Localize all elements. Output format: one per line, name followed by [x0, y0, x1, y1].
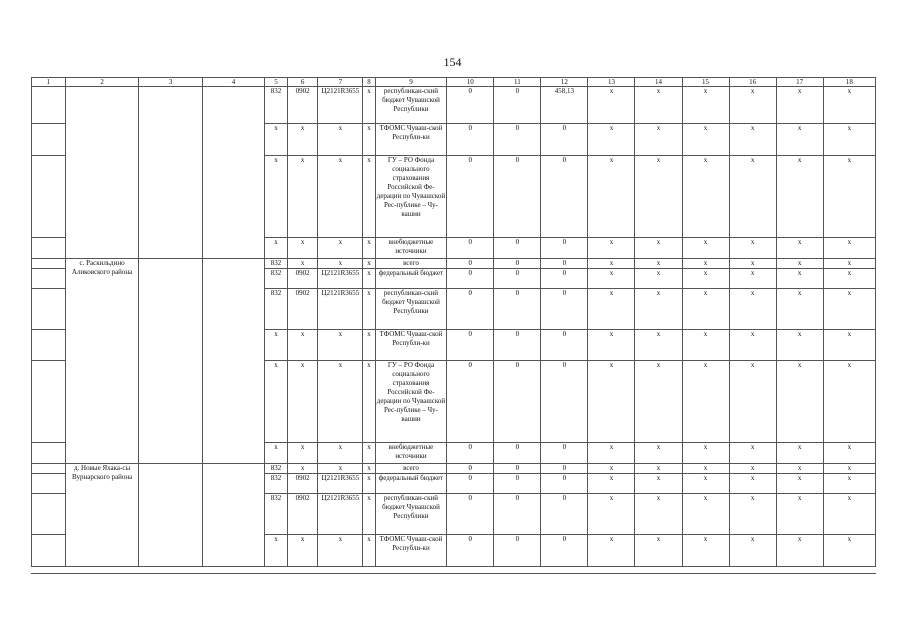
section-code-cell: х: [287, 443, 318, 464]
value-cell: 0: [494, 124, 541, 156]
table-body: [32, 87, 876, 567]
funding-source-cell: республикан-ский бюджет Чувашской Республики: [375, 289, 447, 330]
expense-type-cell: х: [363, 87, 375, 124]
value-cell: х: [776, 474, 823, 494]
value-cell: х: [776, 464, 823, 474]
target-article-cell: х: [318, 464, 363, 474]
expense-type-cell: х: [363, 269, 375, 289]
value-cell: х: [682, 289, 729, 330]
target-article-cell: Ц2121R3655: [318, 269, 363, 289]
column-header: 9: [375, 78, 447, 87]
value-cell: 0: [541, 156, 588, 238]
value-cell: 0: [447, 535, 494, 567]
expense-type-cell: х: [363, 156, 375, 238]
value-cell: х: [682, 443, 729, 464]
value-cell: 0: [447, 259, 494, 269]
col1-cell: [32, 494, 66, 535]
section-code-cell: х: [287, 361, 318, 443]
value-cell: 0: [494, 289, 541, 330]
target-article-cell: х: [318, 259, 363, 269]
value-cell: х: [729, 474, 776, 494]
col1-cell: [32, 156, 66, 238]
value-cell: х: [776, 269, 823, 289]
gr-code-cell: 832: [265, 474, 288, 494]
value-cell: 0: [447, 464, 494, 474]
value-cell: х: [823, 494, 875, 535]
column-header: 8: [363, 78, 375, 87]
col1-cell: [32, 289, 66, 330]
value-cell: 0: [494, 494, 541, 535]
gr-code-cell: 832: [265, 259, 288, 269]
section-code-cell: х: [287, 238, 318, 259]
value-cell: 0: [447, 361, 494, 443]
value-cell: х: [776, 238, 823, 259]
value-cell: х: [776, 443, 823, 464]
value-cell: х: [588, 259, 635, 269]
value-cell: 0: [447, 474, 494, 494]
value-cell: 0: [447, 87, 494, 124]
value-cell: х: [635, 289, 682, 330]
col3-cell: [139, 464, 202, 567]
value-cell: х: [635, 87, 682, 124]
gr-code-cell: 832: [265, 269, 288, 289]
section-code-cell: х: [287, 330, 318, 361]
expense-type-cell: х: [363, 238, 375, 259]
section-code-cell: 0902: [287, 474, 318, 494]
value-cell: 0: [541, 474, 588, 494]
col1-cell: [32, 87, 66, 124]
value-cell: х: [823, 474, 875, 494]
funding-source-cell: республикан-ский бюджет Чувашской Республики: [375, 494, 447, 535]
value-cell: х: [588, 443, 635, 464]
recipient-cell: [65, 87, 139, 259]
value-cell: 0: [447, 443, 494, 464]
value-cell: х: [776, 361, 823, 443]
column-header: 3: [139, 78, 202, 87]
value-cell: х: [729, 289, 776, 330]
col1-cell: [32, 443, 66, 464]
value-cell: х: [682, 535, 729, 567]
value-cell: х: [682, 238, 729, 259]
target-article-cell: Ц2121R3655: [318, 87, 363, 124]
gr-code-cell: х: [265, 124, 288, 156]
column-header: 15: [682, 78, 729, 87]
value-cell: х: [635, 535, 682, 567]
funding-source-cell: всего: [375, 259, 447, 269]
table-bottom-rule: [31, 573, 876, 574]
value-cell: х: [682, 269, 729, 289]
value-cell: х: [776, 156, 823, 238]
value-cell: 0: [494, 259, 541, 269]
value-cell: х: [823, 87, 875, 124]
value-cell: х: [682, 87, 729, 124]
section-code-cell: х: [287, 156, 318, 238]
expense-type-cell: х: [363, 330, 375, 361]
recipient-cell: д. Новые Яхака-сы Вурнарского района: [65, 464, 139, 567]
target-article-cell: Ц2121R3655: [318, 289, 363, 330]
value-cell: х: [682, 464, 729, 474]
value-cell: х: [635, 474, 682, 494]
expense-type-cell: х: [363, 535, 375, 567]
value-cell: х: [729, 443, 776, 464]
value-cell: х: [682, 494, 729, 535]
section-code-cell: 0902: [287, 269, 318, 289]
section-code-cell: х: [287, 535, 318, 567]
value-cell: х: [776, 289, 823, 330]
value-cell: 0: [494, 443, 541, 464]
value-cell: х: [729, 269, 776, 289]
value-cell: х: [823, 289, 875, 330]
section-code-cell: х: [287, 259, 318, 269]
value-cell: х: [588, 124, 635, 156]
value-cell: 458,13: [541, 87, 588, 124]
funding-source-cell: внебюджетные источники: [375, 443, 447, 464]
value-cell: х: [588, 361, 635, 443]
column-header: 13: [588, 78, 635, 87]
value-cell: х: [588, 87, 635, 124]
value-cell: 0: [447, 494, 494, 535]
target-article-cell: х: [318, 238, 363, 259]
value-cell: х: [588, 238, 635, 259]
column-header: 18: [823, 78, 875, 87]
funding-source-cell: ГУ – РО Фонда социального страхования Российской Фе-дерации по Чувашской Рес-публике – Чу-вашии: [375, 156, 447, 238]
page-number: 154: [443, 55, 462, 69]
value-cell: 0: [541, 361, 588, 443]
col1-cell: [32, 464, 66, 474]
column-header: 11: [494, 78, 541, 87]
col1-cell: [32, 124, 66, 156]
value-cell: х: [776, 87, 823, 124]
funding-source-cell: ТФОМС Чуваш-ской Республи-ки: [375, 330, 447, 361]
expense-type-cell: х: [363, 494, 375, 535]
value-cell: х: [729, 87, 776, 124]
target-article-cell: х: [318, 124, 363, 156]
value-cell: х: [823, 124, 875, 156]
funding-source-cell: ТФОМС Чуваш-ской Республи-ки: [375, 535, 447, 567]
value-cell: 0: [541, 494, 588, 535]
value-cell: 0: [494, 156, 541, 238]
value-cell: х: [635, 464, 682, 474]
value-cell: х: [588, 269, 635, 289]
target-article-cell: х: [318, 535, 363, 567]
value-cell: х: [776, 535, 823, 567]
value-cell: х: [588, 474, 635, 494]
target-article-cell: х: [318, 330, 363, 361]
value-cell: х: [635, 269, 682, 289]
value-cell: 0: [447, 269, 494, 289]
value-cell: х: [729, 330, 776, 361]
value-cell: х: [776, 259, 823, 269]
column-header: 12: [541, 78, 588, 87]
value-cell: 0: [494, 269, 541, 289]
value-cell: х: [823, 238, 875, 259]
col3-cell: [139, 259, 202, 464]
expense-type-cell: х: [363, 259, 375, 269]
value-cell: х: [682, 259, 729, 269]
value-cell: х: [682, 474, 729, 494]
value-cell: 0: [447, 238, 494, 259]
gr-code-cell: х: [265, 443, 288, 464]
gr-code-cell: 832: [265, 464, 288, 474]
value-cell: х: [729, 464, 776, 474]
expense-type-cell: х: [363, 289, 375, 330]
value-cell: 0: [541, 124, 588, 156]
column-header: 7: [318, 78, 363, 87]
value-cell: х: [635, 124, 682, 156]
value-cell: х: [635, 361, 682, 443]
col1-cell: [32, 474, 66, 494]
expense-type-cell: х: [363, 443, 375, 464]
value-cell: х: [635, 259, 682, 269]
value-cell: 0: [494, 361, 541, 443]
value-cell: х: [635, 238, 682, 259]
recipient-cell: с. Раскильдино Аликовского района: [65, 259, 139, 464]
value-cell: х: [682, 330, 729, 361]
col3-cell: [139, 87, 202, 259]
value-cell: 0: [541, 289, 588, 330]
gr-code-cell: 832: [265, 494, 288, 535]
value-cell: х: [729, 238, 776, 259]
value-cell: х: [635, 443, 682, 464]
value-cell: х: [635, 156, 682, 238]
value-cell: 0: [494, 464, 541, 474]
section-code-cell: 0902: [287, 87, 318, 124]
gr-code-cell: х: [265, 330, 288, 361]
value-cell: х: [729, 156, 776, 238]
target-article-cell: х: [318, 443, 363, 464]
value-cell: х: [588, 156, 635, 238]
gr-code-cell: 832: [265, 87, 288, 124]
expense-type-cell: х: [363, 361, 375, 443]
col4-cell: [202, 259, 264, 464]
section-code-cell: 0902: [287, 289, 318, 330]
column-header: 2: [65, 78, 139, 87]
value-cell: 0: [447, 289, 494, 330]
gr-code-cell: х: [265, 535, 288, 567]
column-header: 14: [635, 78, 682, 87]
col1-cell: [32, 269, 66, 289]
section-code-cell: х: [287, 464, 318, 474]
gr-code-cell: х: [265, 361, 288, 443]
value-cell: х: [588, 330, 635, 361]
target-article-cell: Ц2121R3655: [318, 494, 363, 535]
value-cell: х: [588, 289, 635, 330]
value-cell: х: [823, 330, 875, 361]
value-cell: 0: [494, 238, 541, 259]
value-cell: х: [776, 124, 823, 156]
col1-cell: [32, 259, 66, 269]
expense-type-cell: х: [363, 464, 375, 474]
value-cell: х: [588, 494, 635, 535]
funding-source-cell: всего: [375, 464, 447, 474]
funding-source-cell: федеральный бюджет: [375, 269, 447, 289]
col1-cell: [32, 361, 66, 443]
target-article-cell: Ц2121R3655: [318, 474, 363, 494]
value-cell: 0: [541, 259, 588, 269]
funding-source-cell: внебюджетные источники: [375, 238, 447, 259]
gr-code-cell: 832: [265, 289, 288, 330]
col1-cell: [32, 238, 66, 259]
col4-cell: [202, 87, 264, 259]
value-cell: 0: [494, 330, 541, 361]
value-cell: х: [823, 535, 875, 567]
column-header: 4: [202, 78, 264, 87]
column-number-header: [32, 78, 876, 87]
value-cell: х: [588, 535, 635, 567]
value-cell: х: [823, 156, 875, 238]
target-article-cell: х: [318, 156, 363, 238]
col4-cell: [202, 464, 264, 567]
table-row: [32, 87, 876, 124]
value-cell: 0: [447, 330, 494, 361]
value-cell: х: [682, 124, 729, 156]
column-header: 6: [287, 78, 318, 87]
value-cell: 0: [494, 474, 541, 494]
funding-source-cell: ГУ – РО Фонда социального страхования Российской Фе-дерации по Чувашской Рес-публике – Чу-вашии: [375, 361, 447, 443]
value-cell: 0: [541, 443, 588, 464]
target-article-cell: х: [318, 361, 363, 443]
column-header: 17: [776, 78, 823, 87]
value-cell: х: [635, 330, 682, 361]
table-row: [32, 259, 876, 269]
value-cell: 0: [494, 535, 541, 567]
value-cell: х: [729, 361, 776, 443]
value-cell: 0: [541, 330, 588, 361]
value-cell: х: [729, 259, 776, 269]
expense-type-cell: х: [363, 474, 375, 494]
value-cell: х: [776, 494, 823, 535]
funding-source-cell: республикан-ский бюджет Чувашской Республики: [375, 87, 447, 124]
value-cell: х: [823, 443, 875, 464]
gr-code-cell: х: [265, 156, 288, 238]
value-cell: 0: [494, 87, 541, 124]
funding-source-cell: федеральный бюджет: [375, 474, 447, 494]
column-header: 10: [447, 78, 494, 87]
value-cell: 0: [541, 269, 588, 289]
value-cell: х: [635, 494, 682, 535]
value-cell: х: [776, 330, 823, 361]
value-cell: 0: [447, 156, 494, 238]
column-header: 1: [32, 78, 66, 87]
table-row: [32, 464, 876, 474]
value-cell: х: [823, 269, 875, 289]
funding-source-cell: ТФОМС Чуваш-ской Республи-ки: [375, 124, 447, 156]
value-cell: х: [823, 464, 875, 474]
value-cell: х: [682, 156, 729, 238]
section-code-cell: 0902: [287, 494, 318, 535]
value-cell: х: [588, 464, 635, 474]
value-cell: х: [729, 535, 776, 567]
value-cell: х: [729, 124, 776, 156]
col1-cell: [32, 330, 66, 361]
column-header: 5: [265, 78, 288, 87]
section-code-cell: х: [287, 124, 318, 156]
expense-type-cell: х: [363, 124, 375, 156]
value-cell: 0: [447, 124, 494, 156]
value-cell: 0: [541, 535, 588, 567]
budget-table: [31, 77, 876, 567]
value-cell: х: [823, 259, 875, 269]
value-cell: х: [729, 494, 776, 535]
value-cell: 0: [541, 464, 588, 474]
col1-cell: [32, 535, 66, 567]
value-cell: х: [823, 361, 875, 443]
value-cell: х: [682, 361, 729, 443]
gr-code-cell: х: [265, 238, 288, 259]
value-cell: 0: [541, 238, 588, 259]
column-header: 16: [729, 78, 776, 87]
